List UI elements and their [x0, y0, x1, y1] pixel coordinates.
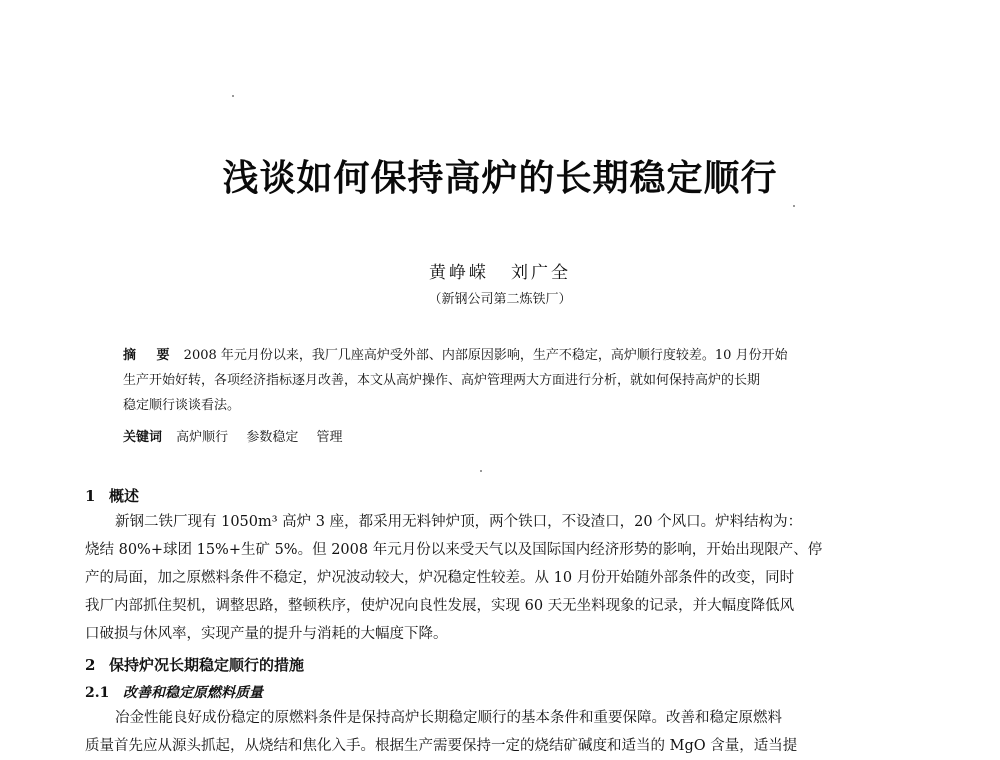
keywords-label: 关键词	[123, 430, 163, 445]
body-line: 口破损与休风率，实现产量的提升与消耗的大幅度下降。	[85, 626, 448, 642]
section-heading	[85, 485, 139, 506]
scan-speck	[480, 470, 482, 472]
abstract-label: 摘 要	[123, 348, 178, 363]
author-name: 刘广全	[511, 263, 571, 283]
author-name: 黄峥嵘	[429, 263, 489, 283]
scan-speck	[793, 205, 795, 207]
keyword: 高炉顺行	[176, 430, 229, 445]
paper-title: 浅谈如何保持高炉的长期稳定顺行	[222, 157, 778, 199]
section-body	[85, 704, 915, 760]
keywords	[123, 426, 356, 445]
section-heading	[85, 654, 304, 675]
body-line: 我厂内部抓住契机，调整思路，整顿秩序，使炉况向良性发展，实现 60 天无坐料现象的记录，并大幅度降低风	[85, 598, 795, 614]
keyword: 参数稳定	[246, 430, 299, 445]
author-line	[0, 258, 1000, 283]
section-title: 概述	[109, 487, 140, 505]
section-number: 2	[85, 656, 96, 674]
affiliation: （新钢公司第二炼铁厂）	[428, 292, 572, 307]
abstract	[123, 343, 875, 418]
abstract-line	[123, 343, 875, 368]
abstract-text: 2008 年元月份以来，我厂几座高炉受外部、内部原因影响，生产不稳定，高炉顺行度较差。10 月份开始	[183, 348, 788, 363]
section-number: 1	[85, 487, 96, 505]
subsection-title: 改善和稳定原燃料质量	[123, 685, 263, 701]
subsection-number: 2.1	[85, 685, 110, 701]
keyword: 管理	[316, 430, 343, 445]
abstract-line: 生产开始好转，各项经济指标逐月改善，本文从高炉操作、高炉管理两大方面进行分析，就如何保持高炉的长期	[123, 373, 761, 388]
body-line: 新钢二铁厂现有 1050m³ 高炉 3 座，都采用无料钟炉顶，两个铁口，不设渣口，20 个风口。炉料结构为：	[115, 514, 803, 530]
body-line: 烧结 80%+球团 15%+生矿 5%。但 2008 年元月份以来受天气以及国际国内经济形势的影响，开始出现限产、停	[85, 542, 823, 558]
section-body	[85, 508, 915, 648]
section-title: 保持炉况长期稳定顺行的措施	[109, 656, 305, 674]
subsection-heading	[85, 682, 263, 702]
abstract-line: 稳定顺行谈谈看法。	[123, 398, 241, 413]
body-line: 冶金性能良好成份稳定的原燃料条件是保持高炉长期稳定顺行的基本条件和重要保障。改善和稳定原燃料	[115, 710, 782, 726]
body-line: 质量首先应从源头抓起，从烧结和焦化入手。根据生产需要保持一定的烧结矿碱度和适当的 MgO 含量，适当提	[85, 738, 798, 754]
scan-speck	[232, 95, 234, 97]
body-line: 产的局面，加之原燃料条件不稳定，炉况波动较大，炉况稳定性较差。从 10 月份开始随外部条件的改变，同时	[85, 570, 795, 586]
